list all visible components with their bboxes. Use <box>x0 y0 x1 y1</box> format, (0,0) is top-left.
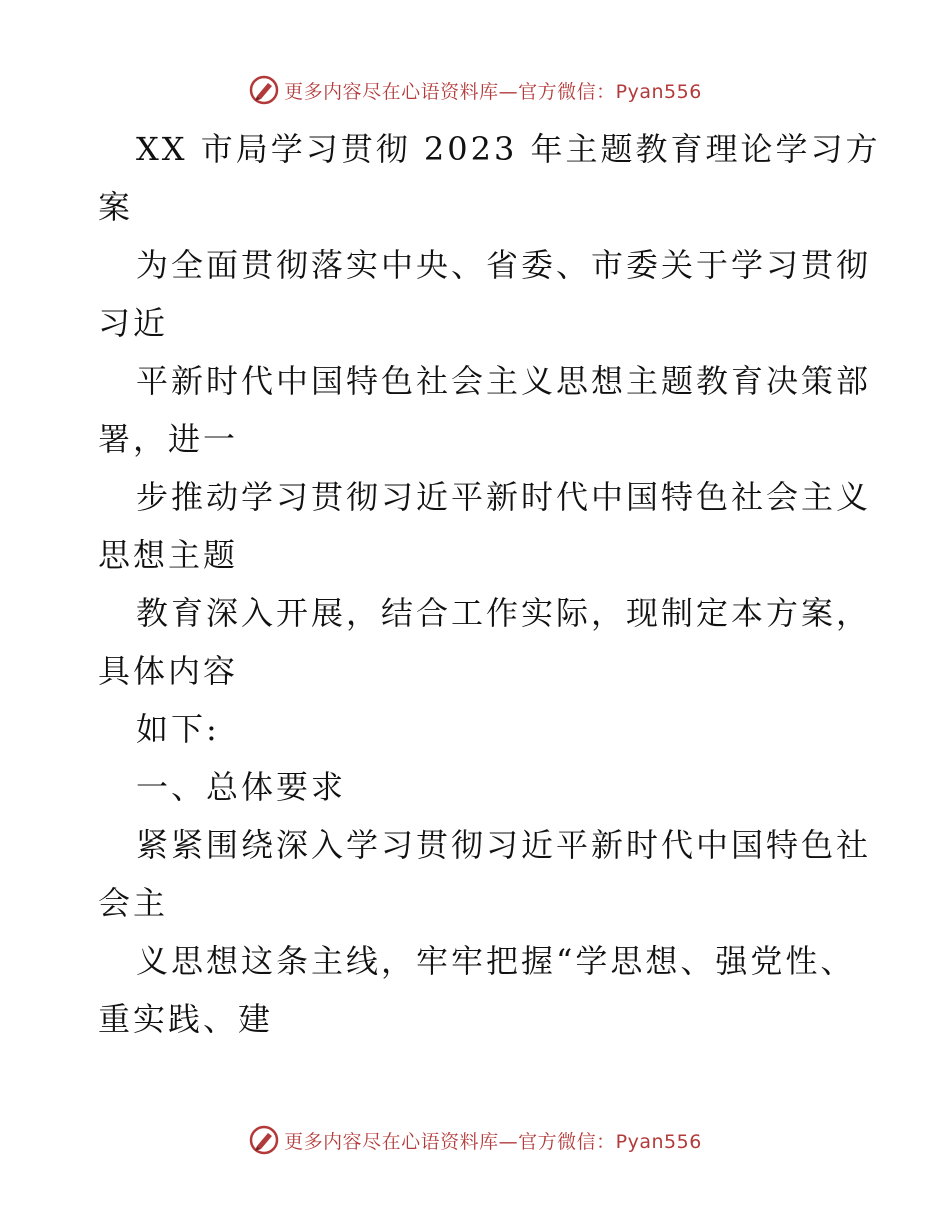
doc-line: 义思想这条主线，牢牢把握“学思想、强党性、 <box>136 942 856 980</box>
doc-line: 署，进一 <box>98 420 239 458</box>
doc-line: 步推动学习贯彻习近平新时代中国特色社会主义 <box>136 478 872 516</box>
doc-line: 重实践、建 <box>98 1000 274 1038</box>
doc-line: 平新时代中国特色社会主义思想主题教育决策部 <box>136 362 872 400</box>
watermark-banner-top <box>0 70 950 110</box>
watermark-banner-bottom <box>0 1120 950 1160</box>
doc-line: 思想主题 <box>98 536 239 574</box>
doc-line: 案 <box>98 188 134 226</box>
doc-line: 教育深入开展，结合工作实际，现制定本方案， <box>136 594 872 632</box>
doc-line: 紧紧围绕深入学习贯彻习近平新时代中国特色社 <box>136 826 872 864</box>
pen-logo-icon <box>248 74 280 106</box>
doc-line: XX 市局学习贯彻 2023 年主题教育理论学习方 <box>136 130 881 168</box>
doc-line: 为全面贯彻落实中央、省委、市委关于学习贯彻 <box>136 246 872 284</box>
doc-line: 习近 <box>98 304 169 342</box>
doc-line: 如下: <box>136 710 220 748</box>
doc-line: 会主 <box>98 884 169 922</box>
document-body <box>98 120 881 1048</box>
section-heading: 一、总体要求 <box>136 768 347 806</box>
doc-line: 具体内容 <box>98 652 239 690</box>
watermark-text: 更多内容尽在心语资料库—官方微信：Pyan556 <box>284 80 702 103</box>
pen-logo-icon <box>248 1124 280 1156</box>
watermark-text: 更多内容尽在心语资料库—官方微信：Pyan556 <box>284 1130 702 1153</box>
